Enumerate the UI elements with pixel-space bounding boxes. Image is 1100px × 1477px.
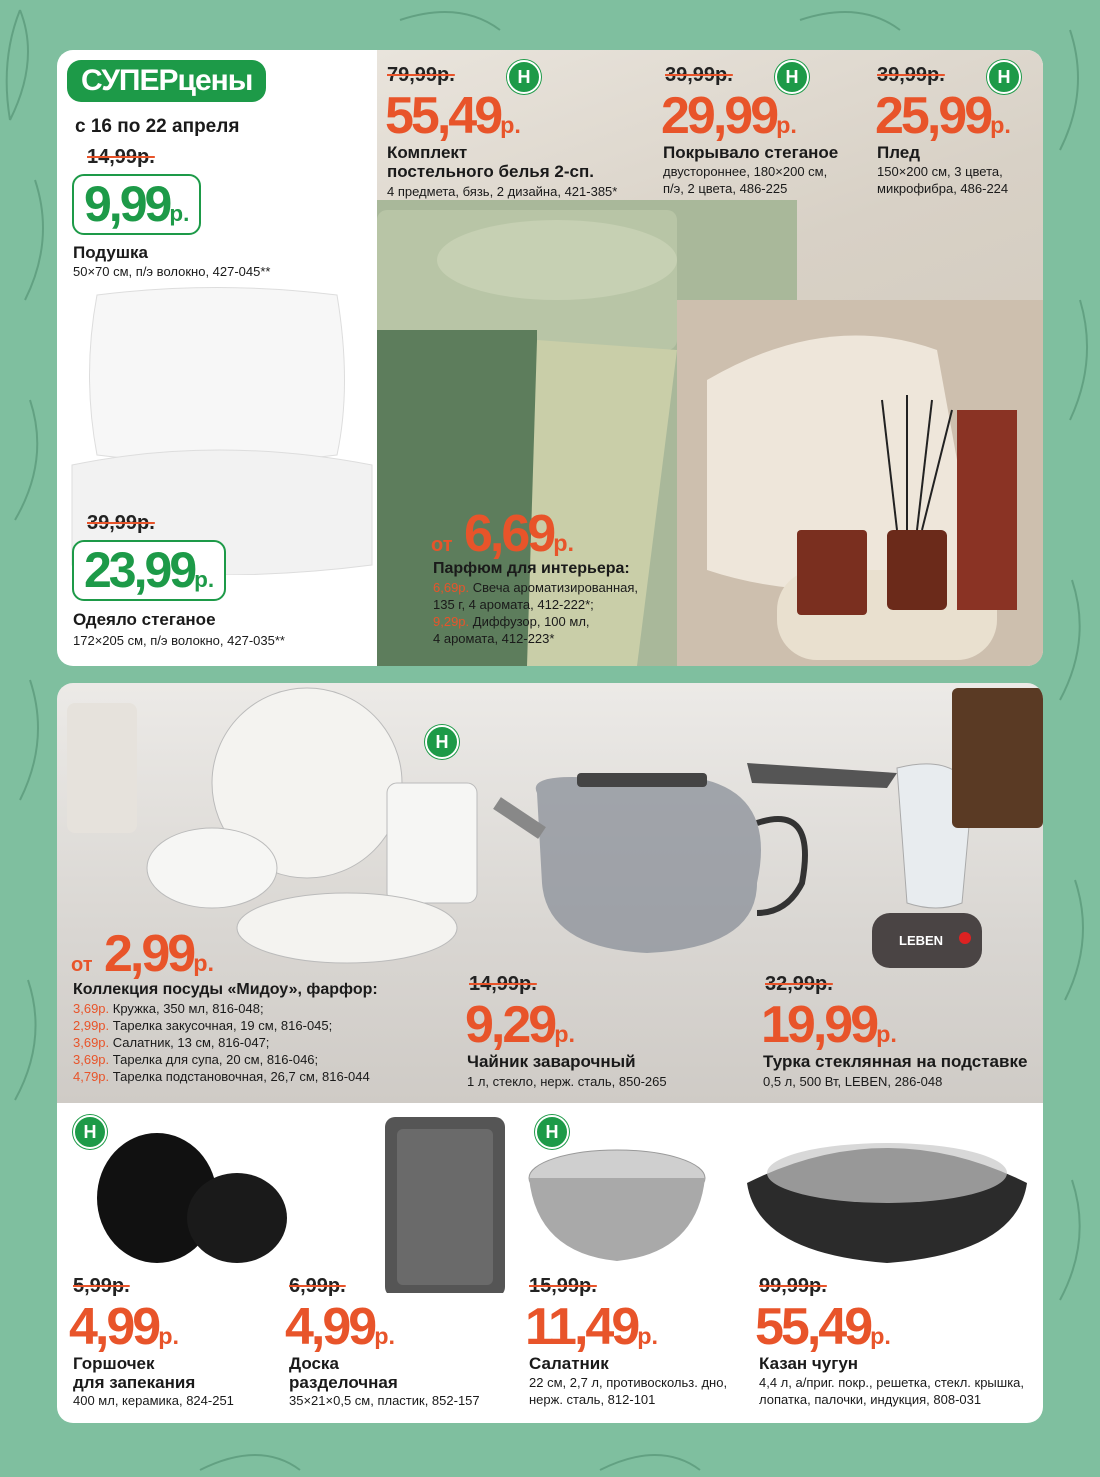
plaid-desc: 150×200 см, 3 цвета, микрофибра, 486-224: [877, 164, 1009, 196]
blanket-name: Одеяло стеганое: [73, 610, 216, 629]
coverlet-old-price: 39,99р.: [665, 64, 733, 86]
bedding-old-price: 79,99р.: [387, 64, 455, 86]
cookware-panel: [57, 1103, 1043, 1423]
perfume-desc: 6,69р. Свеча ароматизированная, 135 г, 4 аромата, 412-222*; 9,29р. Диффузор, 100 мл, 4 аромата, 412-223*: [433, 580, 639, 646]
dishes-list: [73, 1001, 370, 1085]
dishes-item: 3,69р. Салатник, 13 см, 816-047;: [73, 1034, 270, 1050]
pot-price: 4,99р.: [69, 1298, 180, 1356]
teapot-price: 9,29р.: [465, 996, 576, 1054]
dishes-item: 3,69р. Кружка, 350 мл, 816-048;: [73, 1001, 264, 1016]
turk-desc: 0,5 л, 500 Вт, LEBEN, 286-048: [763, 1074, 943, 1089]
promo-dates: с 16 по 22 апреля: [75, 116, 240, 137]
perfume-price: от 6,69р.: [431, 505, 574, 563]
coverlet-price: 29,99р.: [661, 87, 797, 145]
bedding-desc: 4 предмета, бязь, 2 дизайна, 421-385*: [387, 184, 618, 199]
plaid-name: Плед: [877, 143, 921, 162]
blanket-price: 23,99р.: [72, 540, 226, 601]
new-badge-icon: Н: [987, 60, 1021, 94]
new-badge-icon: Н: [775, 60, 809, 94]
new-badge-icon: Н: [535, 1115, 569, 1149]
new-badge-icon: Н: [73, 1115, 107, 1149]
pillow-old-price: 14,99р.: [87, 146, 155, 168]
leben-brand-label: LEBEN: [899, 933, 944, 948]
dishes-name: Коллекция посуды «Мидоу», фарфор:: [73, 981, 378, 998]
perfume-name: Парфюм для интерьера:: [433, 560, 630, 577]
turk-name: Турка стеклянная на подставке: [763, 1052, 1028, 1071]
wok-name: Казан чугун: [759, 1354, 859, 1373]
plaid-price: 25,99р.: [875, 87, 1011, 145]
blanket-old-price: 39,99р.: [87, 512, 155, 534]
bedding-name: Комплект постельного белья 2-сп.: [387, 143, 594, 181]
pot-name: Горшочек для запекания: [73, 1354, 196, 1392]
dishes-item: 4,79р. Тарелка подстановочная, 26,7 см, 816-044: [73, 1068, 370, 1084]
wok-desc: 4,4 л, а/приг. покр., решетка, стекл. крышка, лопатка, палочки, индукция, 808-031: [759, 1375, 1025, 1407]
pillow-desc: 50×70 см, п/э волокно, 427-045**: [73, 264, 271, 279]
pillow-name: Подушка: [73, 243, 148, 262]
bedding-price: 55,49р.: [385, 87, 521, 145]
new-badge-icon: Н: [425, 725, 459, 759]
coverlet-desc: двустороннее, 180×200 см, п/э, 2 цвета, 486-225: [663, 164, 828, 196]
pot-old-price: 5,99р.: [73, 1275, 130, 1297]
turk-old-price: 32,99р.: [765, 973, 833, 995]
board-desc: 35×21×0,5 см, пластик, 852-157: [289, 1393, 480, 1408]
bowl-price: 11,49р.: [525, 1298, 659, 1356]
board-price: 4,99р.: [285, 1298, 396, 1356]
top-panel: [57, 50, 1043, 666]
board-name: Доска разделочная: [289, 1354, 398, 1392]
teapot-desc: 1 л, стекло, нерж. сталь, 850-265: [467, 1074, 667, 1089]
pot-desc: 400 мл, керамика, 824-251: [73, 1393, 234, 1408]
kitchen-panel: [57, 683, 1043, 1103]
new-badge-icon: Н: [507, 60, 541, 94]
teapot-old-price: 14,99р.: [469, 973, 537, 995]
turk-price: 19,99р.: [761, 996, 897, 1054]
bowl-desc: 22 см, 2,7 л, противоскольз. дно, нерж. сталь, 812-101: [529, 1375, 728, 1407]
plaid-old-price: 39,99р.: [877, 64, 945, 86]
wok-old-price: 99,99р.: [759, 1275, 827, 1297]
dishes-item: 3,69р. Тарелка для супа, 20 см, 816-046;: [73, 1051, 319, 1067]
teapot-name: Чайник заварочный: [467, 1052, 636, 1071]
dishes-price: от 2,99р.: [71, 925, 214, 983]
coverlet-name: Покрывало стеганое: [663, 143, 839, 162]
board-old-price: 6,99р.: [289, 1275, 346, 1297]
pillow-price: 9,99р.: [72, 174, 201, 235]
supercena-title: СУПЕРцены: [67, 60, 266, 102]
dishes-item: 2,99р. Тарелка закусочная, 19 см, 816-045;: [73, 1017, 333, 1033]
wok-price: 55,49р.: [755, 1298, 891, 1356]
blanket-desc: 172×205 см, п/э волокно, 427-035**: [73, 633, 285, 648]
bowl-name: Салатник: [529, 1354, 609, 1373]
bowl-old-price: 15,99р.: [529, 1275, 597, 1297]
